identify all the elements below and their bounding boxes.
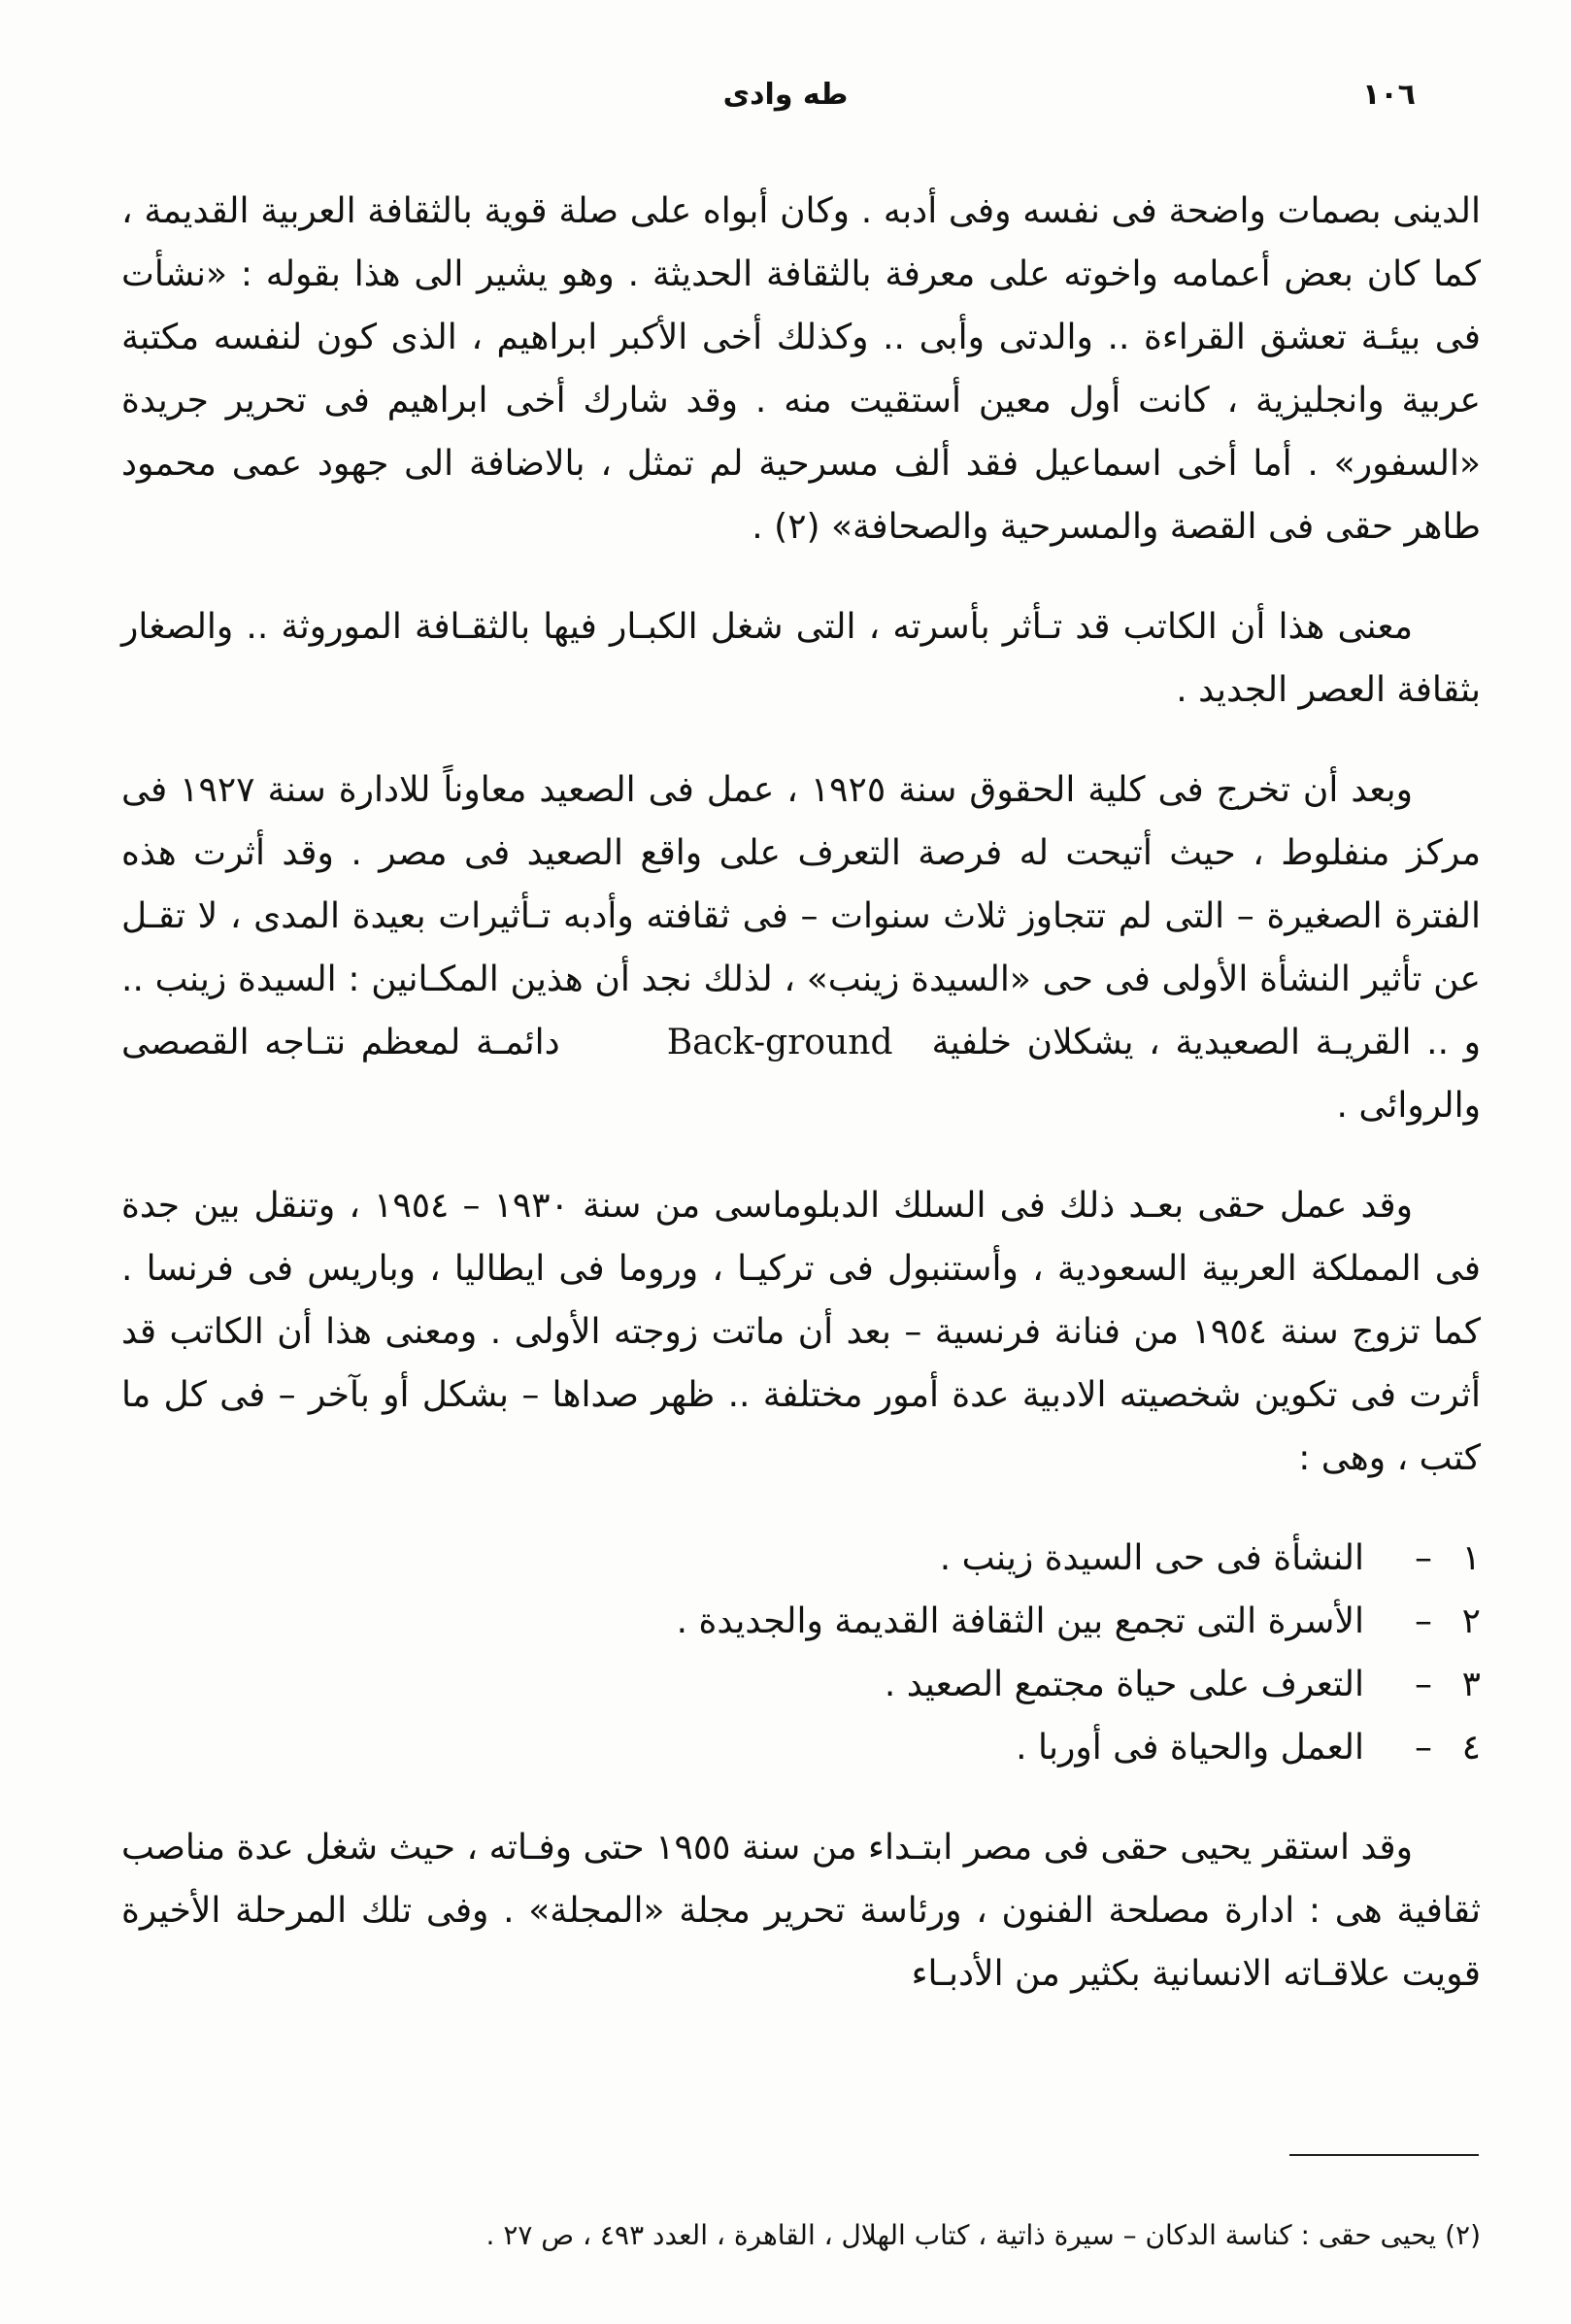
list-item-dash: –	[1415, 1601, 1432, 1641]
footnote-divider	[1289, 2154, 1479, 2156]
list-item	[121, 1653, 1481, 1716]
paragraph-3	[121, 758, 1481, 1137]
list-item	[121, 1527, 1481, 1590]
footnote: (٢) يحيى حقى : كناسة الدكان – سيرة ذاتية ، كتاب الهلال ، القاهرة ، العدد ٤٩٣ ، ص ٢٧ .	[485, 2219, 1481, 2251]
paragraph-5: وقد استقر يحيى حقى فى مصر ابتـداء من سنة ١٩٥٥ حتى وفـاته ، حيث شغل عدة مناصب ثقافية هى : ادارة مصلحة الفنون ، ورئاسة تحرير مجلة «المجلة» . وفى تلك المرحلة الأخيرة قويت علاقـاته الانسانية بكثير من الأدبـاء	[121, 1828, 1481, 1994]
numbered-list	[121, 1527, 1481, 1779]
list-item-text: الأسرة التى تجمع بين الثقافة القديمة والجديدة .	[676, 1601, 1364, 1641]
page-header	[117, 78, 1454, 136]
body-text	[121, 180, 1481, 2042]
list-item-text: النشأة فى حى السيدة زينب .	[939, 1538, 1364, 1578]
latin-term: Back-ground	[666, 1023, 893, 1062]
list-item	[121, 1716, 1481, 1779]
list-item-number: ٤	[1461, 1728, 1481, 1768]
list-item-dash: –	[1415, 1538, 1432, 1578]
paragraph-3-tail: دائمـة لمعظم نتـاجه القصصى والروائى .	[121, 1023, 1481, 1126]
paragraph-2: معنى هذا أن الكاتب قد تـأثر بأسرته ، التى شغل الكبـار فيها بالثقـافة الموروثة .. والصغار بثقافة العصر الجديد .	[121, 607, 1481, 710]
list-item-dash: –	[1415, 1665, 1432, 1704]
running-title: طه وادى	[722, 78, 849, 112]
page-number: ١٠٦	[1362, 78, 1416, 112]
paragraph-4: وقد عمل حقى بعـد ذلك فى السلك الدبلوماسى من سنة ١٩٣٠ – ١٩٥٤ ، وتنقل بين جدة فى المملكة العربية السعودية ، وأستنبول فى تركيـا ، وروما فى ايطاليا ، وباريس فى فرنسا . كما تزوج سنة ١٩٥٤ من فنانة فرنسية – بعد أن ماتت زوجته الأولى . ومعنى هذا أن الكاتب قد أثرت فى تكوين شخصيته الادبية عدة أمور مختلفة .. ظهر صداها – بشكل أو بآخر – فى كل ما كتب ، وهى :	[121, 1186, 1481, 1478]
list-item-number: ٢	[1461, 1601, 1481, 1641]
paragraph-3-text: وبعد أن تخرج فى كلية الحقوق سنة ١٩٢٥ ، عمل فى الصعيد معاوناً للادارة سنة ١٩٢٧ فى مركز منفلوط ، حيث أتيحت له فرصة التعرف على واقع الصعيد فى مصر . وقد أثرت هذه الفترة الصغيرة – التى لم تتجاوز ثلاث سنوات – فى ثقافته وأدبه تـأثيرات بعيدة المدى ، لا تقـل عن تأثير النشأة الأولى فى حى «السيدة زينب» ، لذلك نجد أن هذين المكـانين : السيدة زينب .. و .. القريـة الصعيدية ، يشكلان خلفية	[121, 770, 1481, 1062]
list-item-number: ١	[1461, 1538, 1481, 1578]
list-item-dash: –	[1415, 1728, 1432, 1768]
list-item-text: التعرف على حياة مجتمع الصعيد .	[884, 1665, 1364, 1704]
paragraph-1: الدينى بصمات واضحة فى نفسه وفى أدبه . وكان أبواه على صلة قوية بالثقافة العربية القديمة ، كما كان بعض أعمامه واخوته على معرفة بالثقافة الحديثة . وهو يشير الى هذا بقوله : «نشأت فى بيئـة تعشق القراءة .. والدتى وأبى .. وكذلك أخى الأكبر ابراهيم ، الذى كون لنفسه مكتبة عربية وانجليزية ، كانت أول معين أستقيت منه . وقد شارك أخى ابراهيم فى تحرير جريدة «السفور» . أما أخى اسماعيل فقد ألف مسرحية لم تمثل ، بالاضافة الى جهود عمى محمود طاهر حقى فى القصة والمسرحية والصحافة» (٢) .	[121, 191, 1481, 547]
list-item-text: العمل والحياة فى أوربا .	[1016, 1728, 1364, 1768]
list-item-number: ٣	[1461, 1665, 1481, 1704]
list-item	[121, 1590, 1481, 1653]
